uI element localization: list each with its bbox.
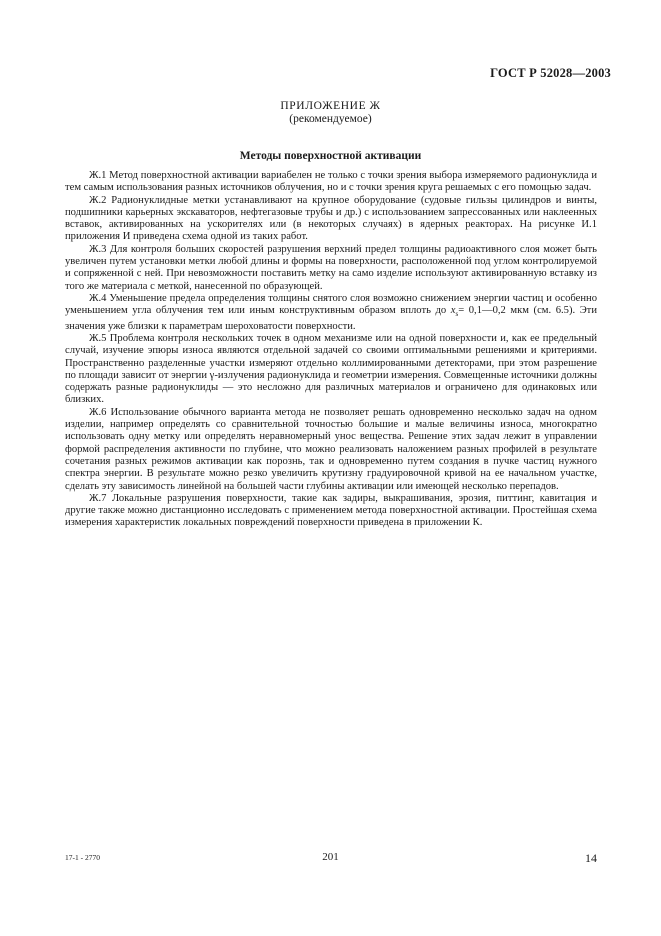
volume-page-number: 201 xyxy=(322,851,339,863)
paragraph-zh3: Ж.3 Для контроля больших скоростей разрушения верхний предел толщины радиоактивного слоя может быть увеличен путем установки метки любой длины и формы на поверхности, расположенной под углом контролируемой и сопряженной с ней. При невозможности поставить метку на само изделие используют активированную вставку из того же материала с меткой, нанесенной по образующей. xyxy=(65,243,597,292)
body-text xyxy=(65,170,597,530)
formula-variable: x xyxy=(450,305,456,317)
paragraph-zh4 xyxy=(65,293,597,333)
page-number: 14 xyxy=(585,851,597,865)
paragraph-zh1: Ж.1 Метод поверхностной активации вариабелен не только с точки зрения выбора измеряемого радионуклида и тем самым использования разных источников облучения, но и с точки зрения круга решаемых с его помощью задач. xyxy=(65,170,597,194)
print-code: 17-1 - 2770 xyxy=(65,853,100,862)
appendix-subtitle: (рекомендуемое) xyxy=(289,113,372,125)
standard-code: ГОСТ Р 52028—2003 xyxy=(490,66,611,80)
paragraph-zh4-after: = 0,1—0,2 мкм (см. 6.5). Эти значения уже близки к параметрам шероховатости поверхности. xyxy=(65,305,597,332)
paragraph-zh5: Ж.5 Проблема контроля нескольких точек в одном механизме или на одной поверхности и, как ее предельный случай, изучение эпюры износа являются отдельной задачей со своими оптимальными решениями и критериями. Пространственно разделенные участки измеряют отдельно коллимированными детекторами, при этом разрешение по площади зависит от энергии γ-излучения радионуклида и геометрии измерения. Совмещенные источники должны содержать разные радионуклиды — это несложно для различных материалов и ограничено для одинаковых или близких. xyxy=(65,332,597,406)
appendix-heading xyxy=(0,100,661,126)
appendix-title: ПРИЛОЖЕНИЕ Ж xyxy=(280,100,381,112)
section-title: Методы поверхностной активации xyxy=(239,150,422,162)
paragraph-zh2: Ж.2 Радионуклидные метки устанавливают на крупное оборудование (судовые гильзы цилиндров и винты, подшипники карьерных экскаваторов, нефтегазовые трубы и др.) с использованием запрессованных или наклеенных вставок, активированных на ускорителях или (в некоторых случаях) в ядерных реакторах. На рисунке И.1 приложения И приведена схема одной из таких работ. xyxy=(65,194,597,243)
formula-subscript: s xyxy=(455,310,459,319)
paragraph-zh7: Ж.7 Локальные разрушения поверхности, такие как задиры, выкрашивания, эрозия, питтинг, кавитация и другие также можно дистанционно исследовать с применением метода поверхностной активации. Простейшая схема измерения характеристик локальных повреждений поверхности приведена в приложении К. xyxy=(65,492,597,529)
paragraph-zh6: Ж.6 Использование обычного варианта метода не позволяет решать одновременно несколько задач на одном изделии, например определять со сравнительной точностью большие и малые величины износа, многократно использовать одну метку или определять неравномерный унос вещества. Решение этих задач лежит в управлении формой распределения активности по глубине, что можно реализовать наложением разных профилей в результате сочетания разных режимов активации как порознь, так и одновременно путем создания в пучке частиц нужного спектра энергии. В результате можно резко увеличить крутизну градуировочной кривой на ее начальном участке, сделать эту зависимость линейной на большей части глубины активации или имеющей несколько перепадов. xyxy=(65,406,597,492)
paragraph-zh4-before: Ж.4 Уменьшение предела определения толщины снятого слоя возможно снижением энергии частиц и особенно уменьшением угла облучения тем или иным конструктивным образом вплоть до xyxy=(65,292,597,317)
